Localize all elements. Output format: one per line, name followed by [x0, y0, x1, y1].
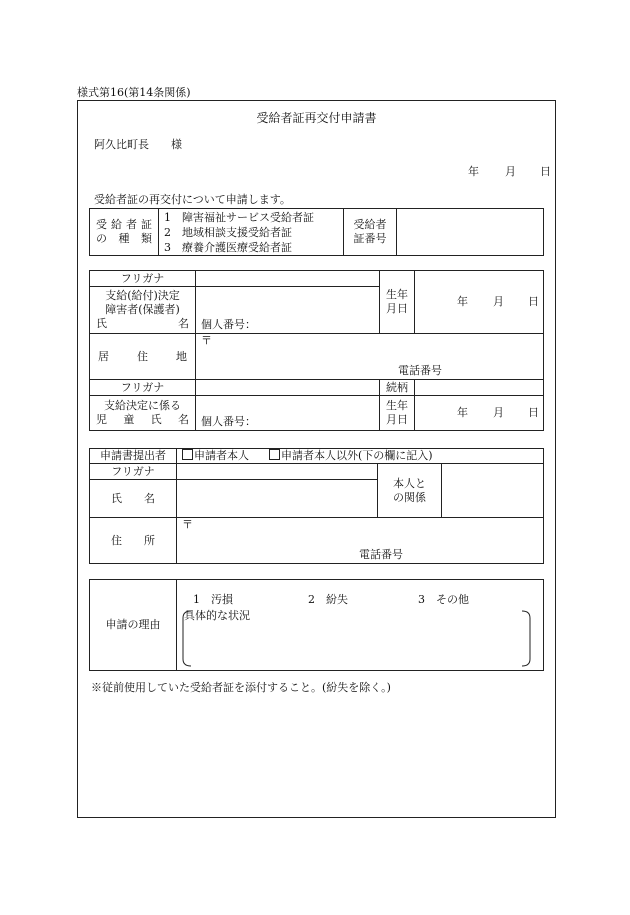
guardian-name-label: 支給(給付)決定 障害者(保護者) 氏 名 — [90, 287, 196, 334]
certificate-number-field[interactable] — [397, 209, 544, 256]
submitter-name-field[interactable] — [177, 480, 378, 518]
certificate-number-label: 受給者 証番号 — [344, 209, 397, 256]
certificate-option: 1 障害福祉サービス受給者証 — [164, 210, 314, 224]
child-furigana-field[interactable] — [196, 380, 380, 396]
birth-day-label: 日 — [528, 406, 539, 419]
relationship-field[interactable] — [415, 380, 544, 396]
my-number-label: 個人番号： — [201, 318, 256, 331]
form-number: 様式第16(第14条関係) — [77, 86, 191, 99]
phone-label: 電話番号 — [398, 364, 442, 377]
intro-text: 受給者証の再交付について申請します。 — [94, 193, 291, 206]
child-birthdate-field[interactable] — [415, 396, 544, 431]
date-month-label: 月 — [505, 165, 516, 178]
my-number-label: 個人番号： — [201, 415, 256, 428]
certificate-type-table — [89, 208, 544, 256]
reason-option-lost[interactable]: 2 紛失 — [308, 593, 348, 606]
residence-field[interactable] — [196, 334, 544, 380]
birth-day-label: 日 — [528, 295, 539, 308]
birth-year-label: 年 — [457, 295, 468, 308]
postal-mark: 〒 — [201, 334, 212, 347]
relationship-label: 続柄 — [380, 380, 415, 396]
applicant-table — [89, 270, 544, 431]
reason-option-soiled[interactable]: 1 汚損 — [193, 593, 233, 606]
child-furigana-label: フリガナ — [90, 380, 196, 396]
submitter-label: 申請書提出者 — [90, 449, 177, 464]
submitter-options — [177, 449, 544, 464]
reason-table — [89, 579, 544, 671]
submitter-furigana-field[interactable] — [177, 464, 378, 480]
certificate-type-options — [159, 209, 344, 256]
certificate-option: 3 療養介護医療受給者証 — [164, 240, 292, 254]
date-year-label: 年 — [468, 165, 479, 178]
reason-option-other[interactable]: 3 その他 — [418, 593, 469, 606]
birthdate-label: 生年 月日 — [380, 271, 415, 334]
submitter-address-label: 住 所 — [90, 518, 177, 564]
other-checkbox[interactable] — [269, 449, 280, 460]
guardian-furigana-field[interactable] — [196, 271, 380, 287]
self-checkbox[interactable] — [182, 449, 193, 460]
submitter-address-field[interactable] — [177, 518, 544, 564]
birth-month-label: 月 — [493, 295, 504, 308]
reason-field — [177, 580, 544, 671]
phone-label: 電話番号 — [359, 548, 403, 561]
residence-label: 居 住 地 — [90, 334, 196, 380]
child-name-field[interactable] — [196, 396, 380, 431]
child-birthdate-label: 生年 月日 — [380, 396, 415, 431]
option-self-label: 申請者本人 — [194, 449, 249, 462]
submitter-furigana-label: フリガナ — [90, 464, 177, 480]
birth-month-label: 月 — [493, 406, 504, 419]
certificate-type-label: 受 給 者 証 の 種 類 — [90, 209, 159, 256]
situation-label: 具体的な状況 — [184, 609, 250, 622]
furigana-label: フリガナ — [90, 271, 196, 287]
form-title: 受給者証再交付申請書 — [256, 111, 377, 125]
certificate-option: 2 地域相談支援受給者証 — [164, 225, 292, 239]
date-day-label: 日 — [540, 165, 551, 178]
attachment-note: ※従前使用していた受給者証を添付すること。(紛失を除く。) — [91, 681, 391, 694]
relation-to-person-field[interactable] — [442, 464, 544, 518]
postal-mark: 〒 — [182, 518, 193, 531]
submitter-name-label: 氏 名 — [90, 480, 177, 518]
child-name-label: 支給決定に係る 児 童 氏 名 — [90, 396, 196, 431]
option-other-label: 申請者本人以外(下の欄に記入) — [281, 449, 433, 462]
birth-year-label: 年 — [457, 406, 468, 419]
submitter-table — [89, 448, 544, 564]
reason-label: 申請の理由 — [90, 580, 177, 671]
situation-field[interactable] — [191, 624, 523, 664]
guardian-birthdate-field[interactable] — [415, 271, 544, 334]
addressee: 阿久比町長 様 — [94, 138, 182, 151]
guardian-name-field[interactable] — [196, 287, 380, 334]
relation-to-person-label: 本人と の関係 — [378, 464, 442, 518]
